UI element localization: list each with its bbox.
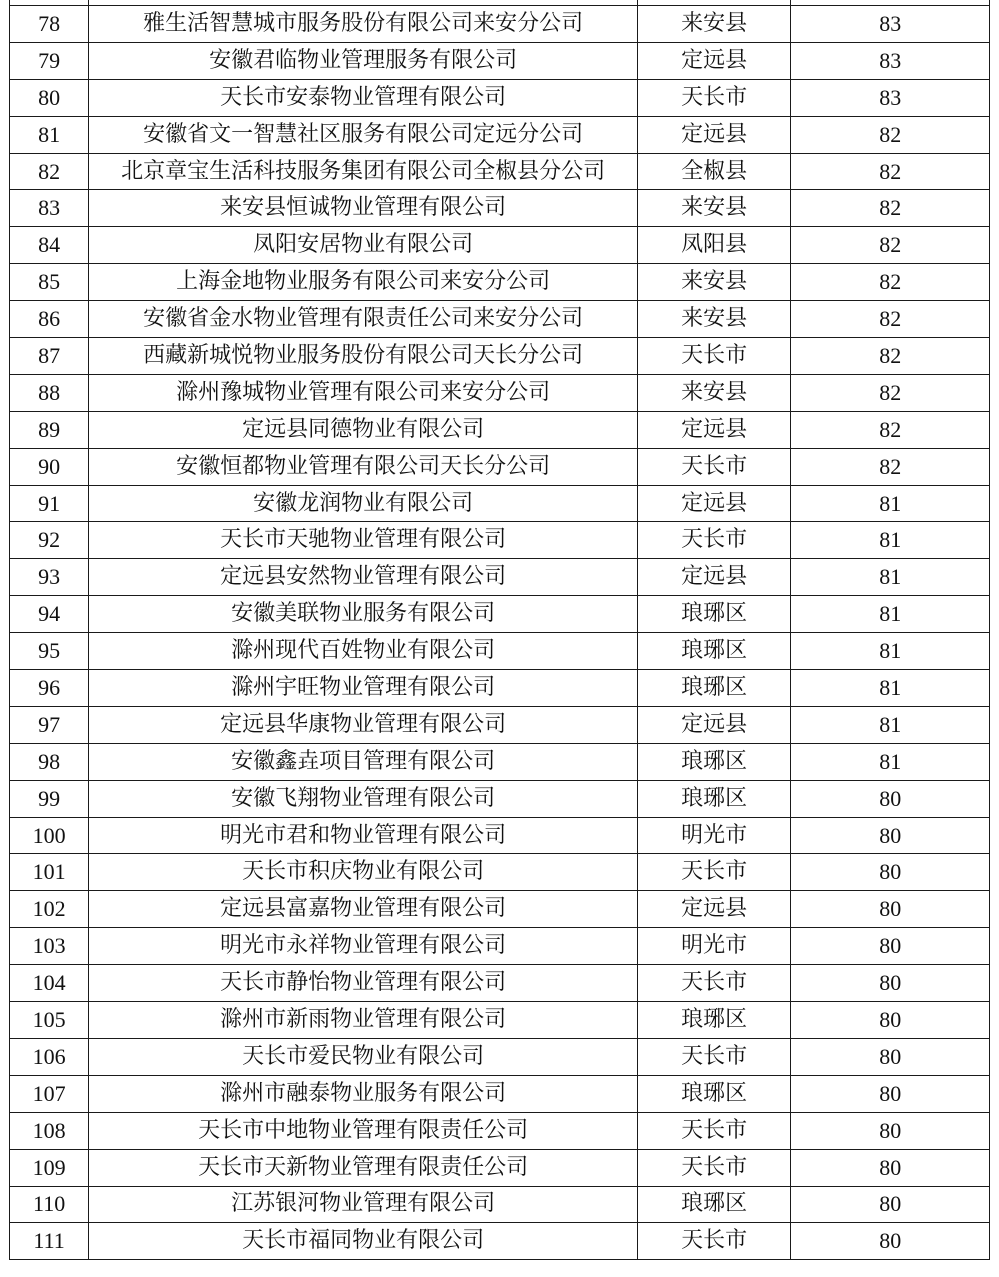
score: 80 [791, 817, 990, 854]
company-name: 明光市君和物业管理有限公司 [89, 817, 638, 854]
table-body [10, 0, 990, 1260]
row-number: 96 [10, 670, 89, 707]
score: 83 [791, 6, 990, 43]
table-row [10, 670, 990, 707]
row-number: 101 [10, 854, 89, 891]
district: 明光市 [637, 817, 790, 854]
row-number: 106 [10, 1038, 89, 1075]
company-name: 滁州市融泰物业服务有限公司 [89, 1075, 638, 1112]
table-row [10, 264, 990, 301]
table-row [10, 411, 990, 448]
row-number: 88 [10, 374, 89, 411]
company-name: 天长市爱民物业有限公司 [89, 1038, 638, 1075]
row-number: 100 [10, 817, 89, 854]
company-name: 安徽鑫垚项目管理有限公司 [89, 743, 638, 780]
company-name: 天长市天驰物业管理有限公司 [89, 522, 638, 559]
district: 琅琊区 [637, 1002, 790, 1039]
company-name: 来安县恒诚物业管理有限公司 [89, 190, 638, 227]
district: 来安县 [637, 190, 790, 227]
district: 全椒县 [637, 153, 790, 190]
district: 凤阳县 [637, 227, 790, 264]
score: 81 [791, 522, 990, 559]
row-number: 95 [10, 633, 89, 670]
district: 来安县 [637, 301, 790, 338]
company-name: 凤阳安居物业有限公司 [89, 227, 638, 264]
table-row [10, 1075, 990, 1112]
table-row [10, 190, 990, 227]
table-row [10, 1038, 990, 1075]
company-name: 天长市静怡物业管理有限公司 [89, 965, 638, 1002]
company-name: 安徽飞翔物业管理有限公司 [89, 780, 638, 817]
company-name: 定远县安然物业管理有限公司 [89, 559, 638, 596]
row-number: 98 [10, 743, 89, 780]
district: 天长市 [637, 338, 790, 375]
table-row [10, 891, 990, 928]
table-row [10, 227, 990, 264]
score: 81 [791, 743, 990, 780]
row-number: 78 [10, 6, 89, 43]
ranking-table [9, 0, 990, 1260]
row-number: 87 [10, 338, 89, 375]
row-number: 108 [10, 1112, 89, 1149]
score: 81 [791, 559, 990, 596]
table-row [10, 780, 990, 817]
company-name: 西藏新城悦物业服务股份有限公司天长分公司 [89, 338, 638, 375]
row-number: 111 [10, 1223, 89, 1260]
row-number: 80 [10, 79, 89, 116]
table-row [10, 596, 990, 633]
company-name: 定远县同德物业有限公司 [89, 411, 638, 448]
table-row [10, 116, 990, 153]
row-number: 110 [10, 1186, 89, 1223]
score: 81 [791, 670, 990, 707]
row-number: 94 [10, 596, 89, 633]
row-number: 91 [10, 485, 89, 522]
score: 80 [791, 891, 990, 928]
table-row [10, 448, 990, 485]
row-number: 109 [10, 1149, 89, 1186]
district: 天长市 [637, 522, 790, 559]
table-row [10, 965, 990, 1002]
row-number: 82 [10, 153, 89, 190]
row-number: 103 [10, 928, 89, 965]
row-number: 83 [10, 190, 89, 227]
table-row [10, 817, 990, 854]
district: 定远县 [637, 116, 790, 153]
table-row [10, 1002, 990, 1039]
company-name: 天长市中地物业管理有限责任公司 [89, 1112, 638, 1149]
company-name: 江苏银河物业管理有限公司 [89, 1186, 638, 1223]
district: 天长市 [637, 448, 790, 485]
table-row [10, 1186, 990, 1223]
score: 81 [791, 633, 990, 670]
company-name: 天长市福同物业有限公司 [89, 1223, 638, 1260]
company-name: 上海金地物业服务有限公司来安分公司 [89, 264, 638, 301]
company-name: 安徽省金水物业管理有限责任公司来安分公司 [89, 301, 638, 338]
company-name: 安徽君临物业管理服务有限公司 [89, 42, 638, 79]
table-row [10, 928, 990, 965]
table-row [10, 1112, 990, 1149]
score: 82 [791, 264, 990, 301]
score: 80 [791, 965, 990, 1002]
table-row [10, 743, 990, 780]
district: 定远县 [637, 411, 790, 448]
score: 82 [791, 338, 990, 375]
company-name: 雅生活智慧城市服务股份有限公司来安分公司 [89, 6, 638, 43]
district: 天长市 [637, 1038, 790, 1075]
row-number: 99 [10, 780, 89, 817]
table-row [10, 559, 990, 596]
company-name: 天长市积庆物业有限公司 [89, 854, 638, 891]
score: 80 [791, 1075, 990, 1112]
table-row [10, 633, 990, 670]
table-row [10, 485, 990, 522]
district: 琅琊区 [637, 670, 790, 707]
district: 定远县 [637, 485, 790, 522]
company-name: 安徽龙润物业有限公司 [89, 485, 638, 522]
table-row [10, 301, 990, 338]
district: 天长市 [637, 79, 790, 116]
score: 83 [791, 42, 990, 79]
row-number: 105 [10, 1002, 89, 1039]
table-row [10, 706, 990, 743]
district: 定远县 [637, 42, 790, 79]
company-name: 滁州市新雨物业管理有限公司 [89, 1002, 638, 1039]
score: 82 [791, 227, 990, 264]
district: 天长市 [637, 854, 790, 891]
score: 82 [791, 301, 990, 338]
district: 天长市 [637, 965, 790, 1002]
row-number: 84 [10, 227, 89, 264]
score: 80 [791, 780, 990, 817]
table-row [10, 1149, 990, 1186]
row-number: 104 [10, 965, 89, 1002]
district: 天长市 [637, 1223, 790, 1260]
table-row [10, 79, 990, 116]
company-name: 安徽美联物业服务有限公司 [89, 596, 638, 633]
row-number: 79 [10, 42, 89, 79]
score: 80 [791, 1223, 990, 1260]
row-number: 92 [10, 522, 89, 559]
company-name: 滁州宇旺物业管理有限公司 [89, 670, 638, 707]
score: 81 [791, 485, 990, 522]
company-name: 安徽省文一智慧社区服务有限公司定远分公司 [89, 116, 638, 153]
row-number: 86 [10, 301, 89, 338]
district: 定远县 [637, 706, 790, 743]
score: 80 [791, 1112, 990, 1149]
score: 82 [791, 448, 990, 485]
company-name: 天长市安泰物业管理有限公司 [89, 79, 638, 116]
district: 琅琊区 [637, 780, 790, 817]
district: 琅琊区 [637, 743, 790, 780]
company-name: 滁州豫城物业管理有限公司来安分公司 [89, 374, 638, 411]
district: 琅琊区 [637, 596, 790, 633]
score: 80 [791, 1038, 990, 1075]
table-row [10, 522, 990, 559]
row-number: 97 [10, 706, 89, 743]
table-row [10, 338, 990, 375]
district: 天长市 [637, 1149, 790, 1186]
score: 83 [791, 79, 990, 116]
score: 82 [791, 116, 990, 153]
score: 80 [791, 1149, 990, 1186]
score: 82 [791, 411, 990, 448]
score: 80 [791, 854, 990, 891]
table-row [10, 1223, 990, 1260]
district: 来安县 [637, 6, 790, 43]
district: 明光市 [637, 928, 790, 965]
score: 82 [791, 190, 990, 227]
table-row [10, 153, 990, 190]
row-number: 89 [10, 411, 89, 448]
row-number: 107 [10, 1075, 89, 1112]
company-name: 滁州现代百姓物业有限公司 [89, 633, 638, 670]
score: 81 [791, 706, 990, 743]
table-row [10, 6, 990, 43]
row-number: 102 [10, 891, 89, 928]
district: 琅琊区 [637, 1075, 790, 1112]
table-row [10, 42, 990, 79]
score: 80 [791, 1002, 990, 1039]
company-name: 北京章宝生活科技服务集团有限公司全椒县分公司 [89, 153, 638, 190]
score: 82 [791, 374, 990, 411]
district: 来安县 [637, 374, 790, 411]
row-number: 85 [10, 264, 89, 301]
score: 81 [791, 596, 990, 633]
row-number: 90 [10, 448, 89, 485]
table-row [10, 374, 990, 411]
district: 来安县 [637, 264, 790, 301]
score: 82 [791, 153, 990, 190]
score: 80 [791, 928, 990, 965]
row-number: 81 [10, 116, 89, 153]
company-name: 定远县富嘉物业管理有限公司 [89, 891, 638, 928]
company-name: 安徽恒都物业管理有限公司天长分公司 [89, 448, 638, 485]
table-row [10, 854, 990, 891]
district: 琅琊区 [637, 1186, 790, 1223]
company-name: 明光市永祥物业管理有限公司 [89, 928, 638, 965]
score: 80 [791, 1186, 990, 1223]
company-name: 天长市天新物业管理有限责任公司 [89, 1149, 638, 1186]
company-name: 定远县华康物业管理有限公司 [89, 706, 638, 743]
district: 定远县 [637, 559, 790, 596]
district: 琅琊区 [637, 633, 790, 670]
row-number: 93 [10, 559, 89, 596]
district: 定远县 [637, 891, 790, 928]
district: 天长市 [637, 1112, 790, 1149]
